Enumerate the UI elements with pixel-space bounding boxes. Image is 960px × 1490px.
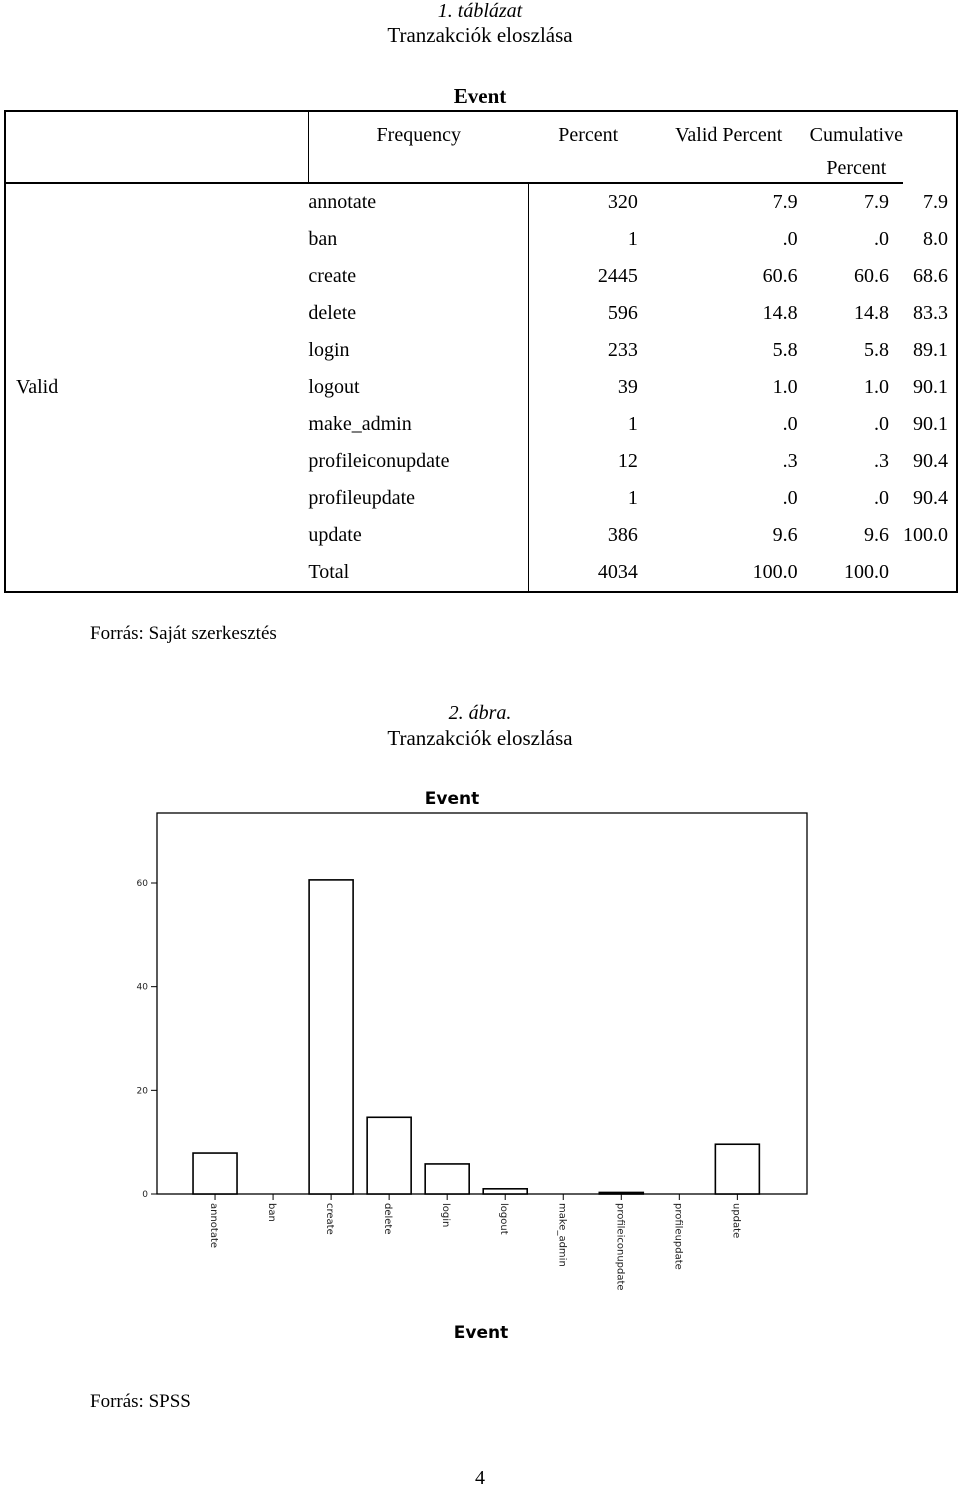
cell-cumulative-percent: 90.1 (913, 376, 948, 398)
x-tick-label: logout (498, 1203, 510, 1235)
cell-frequency: 1 (627, 487, 638, 509)
cell-percent: .3 (782, 450, 798, 472)
row-label: login (308, 332, 528, 369)
x-tick-label: annotate (208, 1203, 220, 1249)
row-label: profileiconupdate (308, 443, 528, 480)
cell-cumulative-percent: 90.4 (913, 450, 948, 472)
cell-cumulative-percent: 90.1 (913, 413, 948, 435)
row-label: profileupdate (308, 480, 528, 517)
page-number: 4 (475, 1467, 485, 1489)
row-label: logout (308, 369, 528, 406)
cell-frequency: 1 (627, 413, 638, 435)
cell-valid-percent: 9.6 (864, 524, 889, 546)
x-tick-label: profileiconupdate (614, 1203, 626, 1291)
header-percent: Percent (529, 111, 648, 183)
cell-valid-percent: 7.9 (864, 191, 889, 213)
bar-profileiconupdate (599, 1192, 643, 1194)
cell-valid-percent: 1.0 (864, 376, 889, 398)
cell-frequency: 4034 (597, 561, 638, 583)
row-label: update (308, 517, 528, 554)
cell-percent: 7.9 (772, 191, 798, 213)
table-header-row (5, 111, 957, 183)
row-label: make_admin (308, 406, 528, 443)
cell-percent: .0 (782, 413, 798, 435)
row-group-label: Valid (16, 376, 59, 398)
cell-percent: .0 (782, 487, 798, 509)
x-tick-label: create (324, 1203, 336, 1235)
cell-percent: 14.8 (762, 302, 798, 324)
cell-percent: 60.6 (762, 265, 798, 287)
x-tick-label: ban (266, 1203, 278, 1222)
cell-frequency: 39 (617, 376, 638, 398)
bar-chart (0, 780, 960, 1350)
cell-percent: .0 (782, 228, 798, 250)
cell-valid-percent: 14.8 (854, 302, 889, 324)
row-label: delete (308, 295, 528, 332)
header-frequency: Frequency (308, 111, 528, 183)
cell-valid-percent: .0 (874, 228, 889, 250)
cell-valid-percent: 100.0 (844, 561, 889, 583)
row-label: ban (308, 221, 528, 258)
bar-logout (483, 1189, 527, 1194)
cell-cumulative-percent: 89.1 (913, 339, 948, 361)
cell-valid-percent: 60.6 (854, 265, 889, 287)
x-tick-label: update (730, 1203, 742, 1239)
y-tick-label: 0 (142, 1190, 148, 1200)
frequency-table (4, 110, 958, 593)
cell-frequency: 1 (627, 228, 638, 250)
cell-cumulative-percent: 83.3 (913, 302, 948, 324)
table-source: Forrás: Saját szerkesztés (90, 623, 277, 644)
header-cumulative-line2: Percent (826, 157, 887, 179)
bar-annotate (193, 1153, 237, 1194)
cell-cumulative-percent: 8.0 (923, 228, 948, 250)
cell-percent: 1.0 (772, 376, 798, 398)
header-cumulative-percent (810, 111, 903, 183)
y-tick-label: 20 (136, 1086, 148, 1097)
table-title: Event (453, 84, 507, 108)
cell-frequency: 386 (607, 524, 638, 546)
cell-frequency: 320 (607, 191, 638, 213)
cell-cumulative-percent: 7.9 (923, 190, 948, 213)
cell-cumulative-percent: 90.4 (913, 487, 948, 509)
cell-valid-percent: 5.8 (864, 339, 889, 361)
y-tick-label: 60 (136, 879, 148, 889)
header-valid-percent: Valid Percent (648, 111, 810, 183)
row-label: Total (308, 554, 528, 592)
table-caption-title: Tranzakciók eloszlása (387, 23, 573, 47)
cell-frequency: 2445 (597, 265, 638, 287)
cell-cumulative-percent (903, 554, 957, 592)
figure-caption-number: 2. ábra. (448, 702, 512, 724)
row-label: annotate (308, 183, 528, 221)
figure-caption-title: Tranzakciók eloszlása (387, 726, 573, 750)
x-tick-label: login (440, 1203, 452, 1228)
cell-percent: 5.8 (772, 339, 798, 361)
header-blank (5, 111, 308, 183)
cell-cumulative-percent: 100.0 (903, 524, 948, 546)
plot-frame (157, 813, 807, 1194)
cell-frequency: 233 (607, 339, 638, 361)
cell-percent: 100.0 (752, 561, 798, 583)
row-label: create (308, 258, 528, 295)
figure-source: Forrás: SPSS (90, 1391, 191, 1412)
chart-title: Event (424, 789, 480, 809)
table-caption-number: 1. táblázat (437, 0, 523, 22)
x-tick-label: make_admin (556, 1203, 568, 1267)
cell-valid-percent: .0 (874, 487, 889, 509)
header-cumulative-line1: Cumulative (809, 124, 903, 146)
bar-login (425, 1164, 469, 1194)
cell-cumulative-percent: 68.6 (913, 265, 948, 287)
bar-update (715, 1144, 759, 1194)
cell-percent: 9.6 (772, 524, 798, 546)
cell-frequency: 12 (617, 450, 638, 472)
bar-create (309, 880, 353, 1194)
cell-frequency: 596 (607, 302, 638, 324)
y-tick-label: 40 (136, 982, 148, 993)
cell-valid-percent: .0 (874, 413, 889, 435)
x-tick-label: profileupdate (672, 1203, 684, 1270)
bar-delete (367, 1117, 411, 1194)
table-row (5, 183, 957, 221)
chart-xlabel: Event (453, 1323, 509, 1343)
cell-valid-percent: .3 (874, 450, 889, 472)
x-tick-label: delete (382, 1203, 394, 1235)
